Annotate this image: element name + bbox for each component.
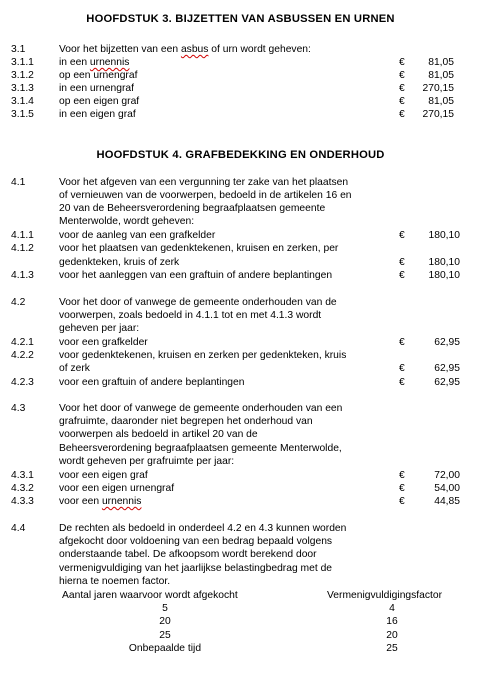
item-number: 4.3.3 bbox=[11, 496, 34, 507]
spellcheck-word: asbus bbox=[180, 44, 209, 55]
section-text-line: 20 van de Beheersverordening begraafplaatsen gemeente bbox=[59, 203, 326, 214]
section-text-line: voorwerpen als bedoeld in artikel 20 van de bbox=[59, 429, 258, 440]
currency-symbol: € bbox=[399, 96, 405, 107]
currency-symbol: € bbox=[399, 377, 405, 388]
item-text: op een eigen graf bbox=[59, 96, 140, 107]
table-header-factor: Vermenigvuldigingsfactor bbox=[327, 590, 443, 601]
table-cell-factor: 20 bbox=[386, 630, 398, 641]
section-text-line: grafruimte, daaronder niet begrepen het onderhoud van bbox=[59, 416, 313, 427]
currency-symbol: € bbox=[399, 70, 405, 81]
section-text-line: of vernieuwen van de voorwerpen, bedoeld in de artikelen 16 en bbox=[59, 190, 352, 201]
currency-symbol: € bbox=[399, 483, 405, 494]
table-cell-factor: 4 bbox=[389, 603, 395, 614]
item-number: 4.2.1 bbox=[11, 337, 34, 348]
item-text bbox=[59, 56, 389, 69]
table-cell-years: 5 bbox=[162, 603, 168, 614]
section-text-line: wordt geheven per grafruimte per jaar: bbox=[59, 456, 235, 467]
amount: 270,15 bbox=[422, 109, 454, 120]
text-part: in een bbox=[59, 57, 90, 68]
item-text: voor een graftuin of andere beplantingen bbox=[59, 377, 245, 388]
currency-symbol: € bbox=[399, 230, 405, 241]
section-text-line: onderstaande tabel. De afkoopsom wordt berekend door bbox=[59, 549, 317, 560]
chapter-4-title: HOOFDSTUK 4. GRAFBEDEKKING EN ONDERHOUD bbox=[96, 149, 385, 161]
item-text: voor een eigen graf bbox=[59, 470, 148, 481]
item-text: voor een eigen urnengraf bbox=[59, 483, 175, 494]
spellcheck-word: urnennis bbox=[101, 496, 142, 507]
amount: 62,95 bbox=[434, 377, 460, 388]
item-text: op een urnengraf bbox=[59, 70, 138, 81]
section-text-line: vermenigvuldiging van het jaarlijkse belastingbedrag met de bbox=[59, 563, 333, 574]
amount: 180,10 bbox=[428, 270, 460, 281]
currency-symbol: € bbox=[399, 337, 405, 348]
spellcheck-word: urnennis bbox=[89, 57, 130, 68]
section-text-line: Voor het door of vanwege de gemeente onderhouden van een bbox=[59, 403, 343, 414]
section-text-line: De rechten als bedoeld in onderdeel 4.2 en 4.3 kunnen worden bbox=[59, 523, 347, 534]
section-text-line: Menterwolde, wordt geheven: bbox=[59, 216, 195, 227]
currency-symbol: € bbox=[399, 496, 405, 507]
table-cell-years: 20 bbox=[159, 616, 171, 627]
amount: 180,10 bbox=[428, 257, 460, 268]
item-text: in een urnengraf bbox=[59, 83, 134, 94]
item-text bbox=[59, 495, 389, 508]
amount: 62,95 bbox=[434, 363, 460, 374]
item-text: voor het aanleggen van een graftuin of andere beplantingen bbox=[59, 270, 333, 281]
table-cell-years: 25 bbox=[159, 630, 171, 641]
table-cell-factor: 25 bbox=[386, 643, 398, 654]
table-cell-years: Onbepaalde tijd bbox=[128, 643, 202, 654]
amount: 81,05 bbox=[428, 96, 454, 107]
section-number: 4.4 bbox=[11, 523, 26, 534]
currency-symbol: € bbox=[399, 57, 405, 68]
amount: 62,95 bbox=[434, 337, 460, 348]
amount: 72,00 bbox=[434, 470, 460, 481]
item-text: voor een grafkelder bbox=[59, 337, 148, 348]
amount: 54,00 bbox=[434, 483, 460, 494]
item-text: voor gedenktekenen, kruisen en zerken per gedenkteken, kruis bbox=[59, 350, 347, 361]
text-part: Voor het bijzetten van een bbox=[59, 44, 181, 55]
section-text-line: Voor het afgeven van een vergunning ter zake van het plaatsen bbox=[59, 177, 349, 188]
item-number: 4.3.1 bbox=[11, 470, 34, 481]
currency-symbol: € bbox=[399, 257, 405, 268]
currency-symbol: € bbox=[399, 363, 405, 374]
section-text-line: voorwerpen, zoals bedoeld in 4.1.1 tot en met 4.1.3 wordt bbox=[59, 310, 322, 321]
item-number: 3.1.4 bbox=[11, 96, 34, 107]
section-text-line: afgekocht door voldoening van een bedrag bepaald volgens bbox=[59, 536, 333, 547]
currency-symbol: € bbox=[399, 270, 405, 281]
item-number: 4.1.2 bbox=[11, 243, 34, 254]
currency-symbol: € bbox=[399, 83, 405, 94]
section-text bbox=[59, 43, 389, 56]
amount: 180,10 bbox=[428, 230, 460, 241]
item-text: gedenkteken, kruis of zerk bbox=[59, 257, 180, 268]
section-text-line: geheven per jaar: bbox=[59, 323, 140, 334]
currency-symbol: € bbox=[399, 470, 405, 481]
item-text: in een eigen graf bbox=[59, 109, 136, 120]
item-number: 4.1.3 bbox=[11, 270, 34, 281]
section-text-line: Beheersverordening begraafplaatsen gemeente Menterwolde, bbox=[59, 443, 342, 454]
section-number: 4.3 bbox=[11, 403, 26, 414]
item-number: 4.3.2 bbox=[11, 483, 34, 494]
chapter-3-title: HOOFDSTUK 3. BIJZETTEN VAN ASBUSSEN EN URNEN bbox=[86, 13, 395, 25]
item-text: voor het plaatsen van gedenktekenen, kruisen en zerken, per bbox=[59, 243, 339, 254]
item-number: 3.1.3 bbox=[11, 83, 34, 94]
item-number: 4.1.1 bbox=[11, 230, 34, 241]
section-number: 3.1 bbox=[11, 44, 26, 55]
currency-symbol: € bbox=[399, 109, 405, 120]
section-number: 4.1 bbox=[11, 177, 26, 188]
section-text-line: hierna te noemen factor. bbox=[59, 576, 171, 587]
amount: 270,15 bbox=[422, 83, 454, 94]
amount: 44,85 bbox=[434, 496, 460, 507]
item-number: 4.2.3 bbox=[11, 377, 34, 388]
item-text: voor de aanleg van een grafkelder bbox=[59, 230, 216, 241]
item-number: 3.1.2 bbox=[11, 70, 34, 81]
item-number: 4.2.2 bbox=[11, 350, 34, 361]
section-number: 4.2 bbox=[11, 297, 26, 308]
amount: 81,05 bbox=[428, 70, 454, 81]
item-number: 3.1.1 bbox=[11, 57, 34, 68]
item-text: of zerk bbox=[59, 363, 90, 374]
table-header-years: Aantal jaren waarvoor wordt afgekocht bbox=[62, 590, 238, 601]
text-part: voor een bbox=[59, 496, 102, 507]
item-number: 3.1.5 bbox=[11, 109, 34, 120]
amount: 81,05 bbox=[428, 57, 454, 68]
text-part: of urn wordt geheven: bbox=[208, 44, 311, 55]
table-cell-factor: 16 bbox=[386, 616, 398, 627]
section-text-line: Voor het door of vanwege de gemeente onderhouden van de bbox=[59, 297, 337, 308]
